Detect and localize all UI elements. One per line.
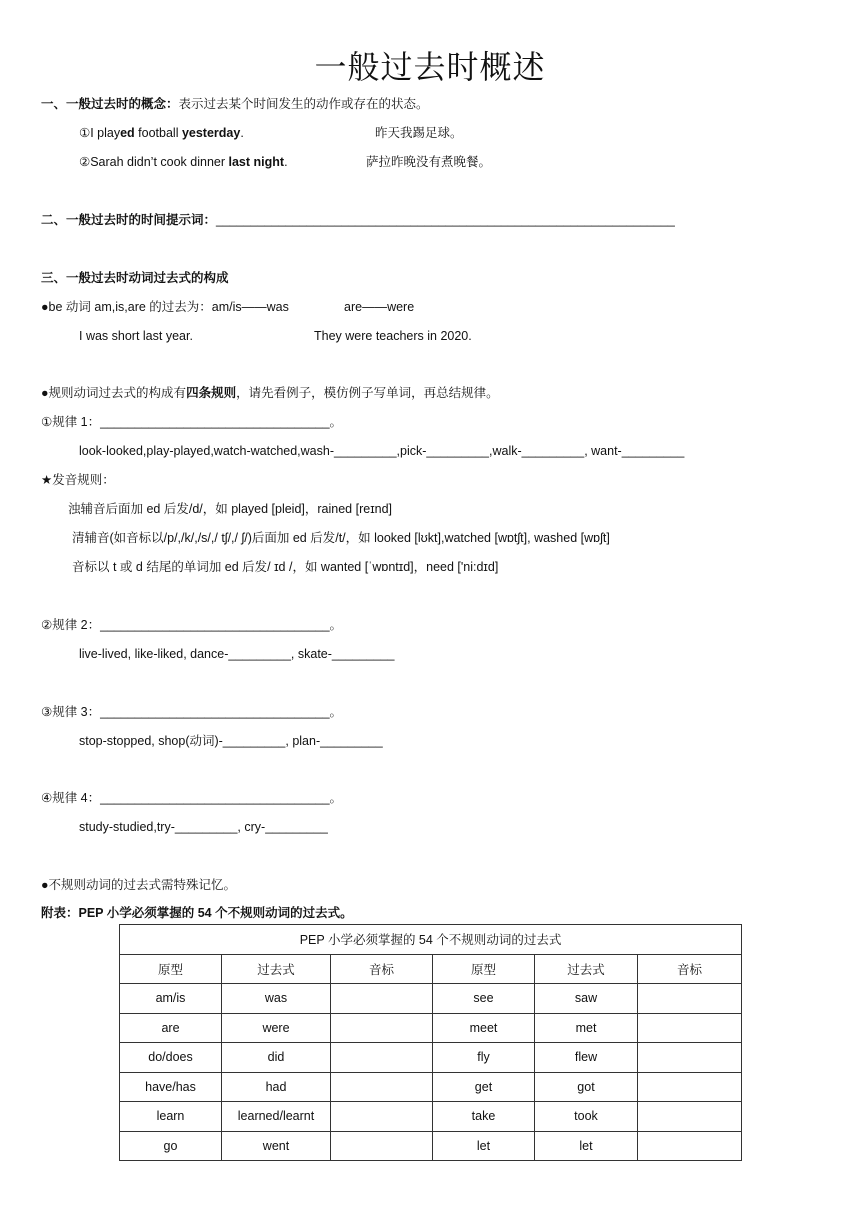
table-cell: am/is bbox=[120, 984, 222, 1014]
table-cell: got bbox=[535, 1072, 638, 1102]
table-cell-blank[interactable] bbox=[331, 1102, 433, 1132]
pronunciation-rule-3: 音标以 t 或 d 结尾的单词加 ed 后发/ ɪd /，如 wanted [ˈwɒntɪd]，need ['ni:dɪd] bbox=[72, 560, 499, 574]
table-cell-blank[interactable] bbox=[331, 1043, 433, 1073]
table-cell-blank[interactable] bbox=[331, 1013, 433, 1043]
table-cell-blank[interactable] bbox=[638, 984, 742, 1014]
example-1-period: . bbox=[240, 126, 244, 140]
example-2 bbox=[79, 154, 288, 170]
table-caption: PEP 小学必须掌握的 54 个不规则动词的过去式 bbox=[120, 925, 742, 955]
table-cell-blank[interactable] bbox=[638, 1043, 742, 1073]
example-1-cn: 昨天我踢足球。 bbox=[375, 126, 463, 140]
section3-heading-text: 三、一般过去时动词过去式的构成 bbox=[41, 271, 229, 285]
table-cell: let bbox=[433, 1131, 535, 1161]
table-cell: flew bbox=[535, 1043, 638, 1073]
table-cell-blank[interactable] bbox=[331, 984, 433, 1014]
table-cell: take bbox=[433, 1102, 535, 1132]
rule-3-example[interactable]: stop-stopped, shop(动词)-_________, plan-_________ bbox=[79, 734, 383, 748]
example-1-text: ①I play bbox=[79, 126, 121, 140]
appendix-title bbox=[41, 905, 353, 921]
header-cell: 音标 bbox=[331, 954, 433, 984]
table-caption-row bbox=[120, 925, 742, 955]
page-title: 一般过去时概述 bbox=[314, 48, 546, 86]
header-cell: 过去式 bbox=[222, 954, 331, 984]
table-cell: do/does bbox=[120, 1043, 222, 1073]
pronunciation-rule-2: 清辅音(如音标以/p/,/k/,/s/,/ tʃ/,/ ʃ/)后面加 ed 后发/t/，如 looked [lʊkt],watched [wɒtʃt], washed [wɒʃt] bbox=[72, 531, 610, 545]
rule-2[interactable]: ②规律 2：_________________________________。 bbox=[41, 618, 343, 632]
example-2-period: . bbox=[284, 155, 288, 169]
table-cell: was bbox=[222, 984, 331, 1014]
pronunciation-heading: ★发音规则： bbox=[41, 473, 115, 487]
regular-intro-c: ，请先看例子，模仿例子写单词，再总结规律。 bbox=[236, 386, 499, 400]
table-cell: meet bbox=[433, 1013, 535, 1043]
table-cell-blank[interactable] bbox=[638, 1013, 742, 1043]
table-cell: see bbox=[433, 984, 535, 1014]
table-row bbox=[120, 984, 742, 1014]
header-cell: 原型 bbox=[433, 954, 535, 984]
table-cell: met bbox=[535, 1013, 638, 1043]
rule-4-example[interactable]: study-studied,try-_________, cry-_________ bbox=[79, 820, 328, 834]
be-example-1: I was short last year. bbox=[79, 329, 193, 343]
rule-4[interactable]: ④规律 4：_________________________________。 bbox=[41, 791, 343, 805]
example-2-cn: 萨拉昨晚没有煮晚餐。 bbox=[366, 155, 492, 169]
example-1-text2: football bbox=[134, 126, 182, 140]
table-cell: go bbox=[120, 1131, 222, 1161]
section1-desc: 表示过去某个时间发生的动作或存在的状态。 bbox=[178, 97, 429, 111]
table-cell-blank[interactable] bbox=[331, 1072, 433, 1102]
table-cell: learned/learnt bbox=[222, 1102, 331, 1132]
regular-intro-a: ●规则动词过去式的构成有 bbox=[41, 386, 187, 400]
table-cell: are bbox=[120, 1013, 222, 1043]
table-row bbox=[120, 1072, 742, 1102]
table-cell: fly bbox=[433, 1043, 535, 1073]
table-cell: did bbox=[222, 1043, 331, 1073]
rule-2-example[interactable]: live-lived, like-liked, dance-_________, skate-_________ bbox=[79, 647, 395, 661]
rule-1[interactable]: ①规律 1：_________________________________。 bbox=[41, 415, 343, 429]
table-cell: took bbox=[535, 1102, 638, 1132]
section2-line bbox=[41, 212, 675, 228]
section3-heading bbox=[41, 270, 229, 286]
table-header-row bbox=[120, 954, 742, 984]
table-cell: learn bbox=[120, 1102, 222, 1132]
rule-1-example[interactable]: look-looked,play-played,watch-watched,wash-_________,pick-_________,walk-_________, want-_________ bbox=[79, 444, 685, 458]
irregular-note: ●不规则动词的过去式需特殊记忆。 bbox=[41, 878, 237, 892]
table-cell-blank[interactable] bbox=[638, 1102, 742, 1132]
pronunciation-rule-1: 浊辅音后面加 ed 后发/d/，如 played [pleid]，rained [reɪnd] bbox=[68, 502, 393, 516]
example-1 bbox=[79, 125, 244, 141]
table-cell: went bbox=[222, 1131, 331, 1161]
table-row bbox=[120, 1043, 742, 1073]
table-cell-blank[interactable] bbox=[331, 1131, 433, 1161]
section2-blank[interactable]: __________________________________________________________________ bbox=[216, 213, 675, 227]
table-cell-blank[interactable] bbox=[638, 1072, 742, 1102]
header-cell: 音标 bbox=[638, 954, 742, 984]
table-cell: were bbox=[222, 1013, 331, 1043]
regular-intro-bold: 四条规则 bbox=[186, 386, 237, 400]
header-cell: 过去式 bbox=[535, 954, 638, 984]
table-cell: let bbox=[535, 1131, 638, 1161]
table-cell: had bbox=[222, 1072, 331, 1102]
regular-intro bbox=[41, 385, 499, 401]
header-cell: 原型 bbox=[120, 954, 222, 984]
example-1-bold-time: yesterday bbox=[181, 126, 241, 140]
be-example-2: They were teachers in 2020. bbox=[314, 329, 472, 343]
example-1-bold-ed: ed bbox=[120, 126, 135, 140]
table-cell: have/has bbox=[120, 1072, 222, 1102]
table-row bbox=[120, 1013, 742, 1043]
be-rule: ●be 动词 am,is,are 的过去为：am/is——was bbox=[41, 300, 289, 314]
table-row bbox=[120, 1102, 742, 1132]
table-cell: get bbox=[433, 1072, 535, 1102]
table-cell-blank[interactable] bbox=[638, 1131, 742, 1161]
section2-heading: 二、一般过去时的时间提示词： bbox=[41, 213, 217, 227]
irregular-verbs-table bbox=[119, 924, 742, 1161]
table-cell: saw bbox=[535, 984, 638, 1014]
example-2-bold-time: last night bbox=[228, 155, 285, 169]
rule-3[interactable]: ③规律 3：_________________________________。 bbox=[41, 705, 343, 719]
table-row bbox=[120, 1131, 742, 1161]
be-rule-2: are——were bbox=[344, 300, 415, 314]
appendix-title-text: 附表：PEP 小学必须掌握的 54 个不规则动词的过去式。 bbox=[41, 906, 353, 920]
section1-heading: 一、一般过去时的概念： bbox=[41, 97, 179, 111]
example-2-text: ②Sarah didn’t cook dinner bbox=[79, 155, 229, 169]
section1-line bbox=[41, 96, 429, 112]
